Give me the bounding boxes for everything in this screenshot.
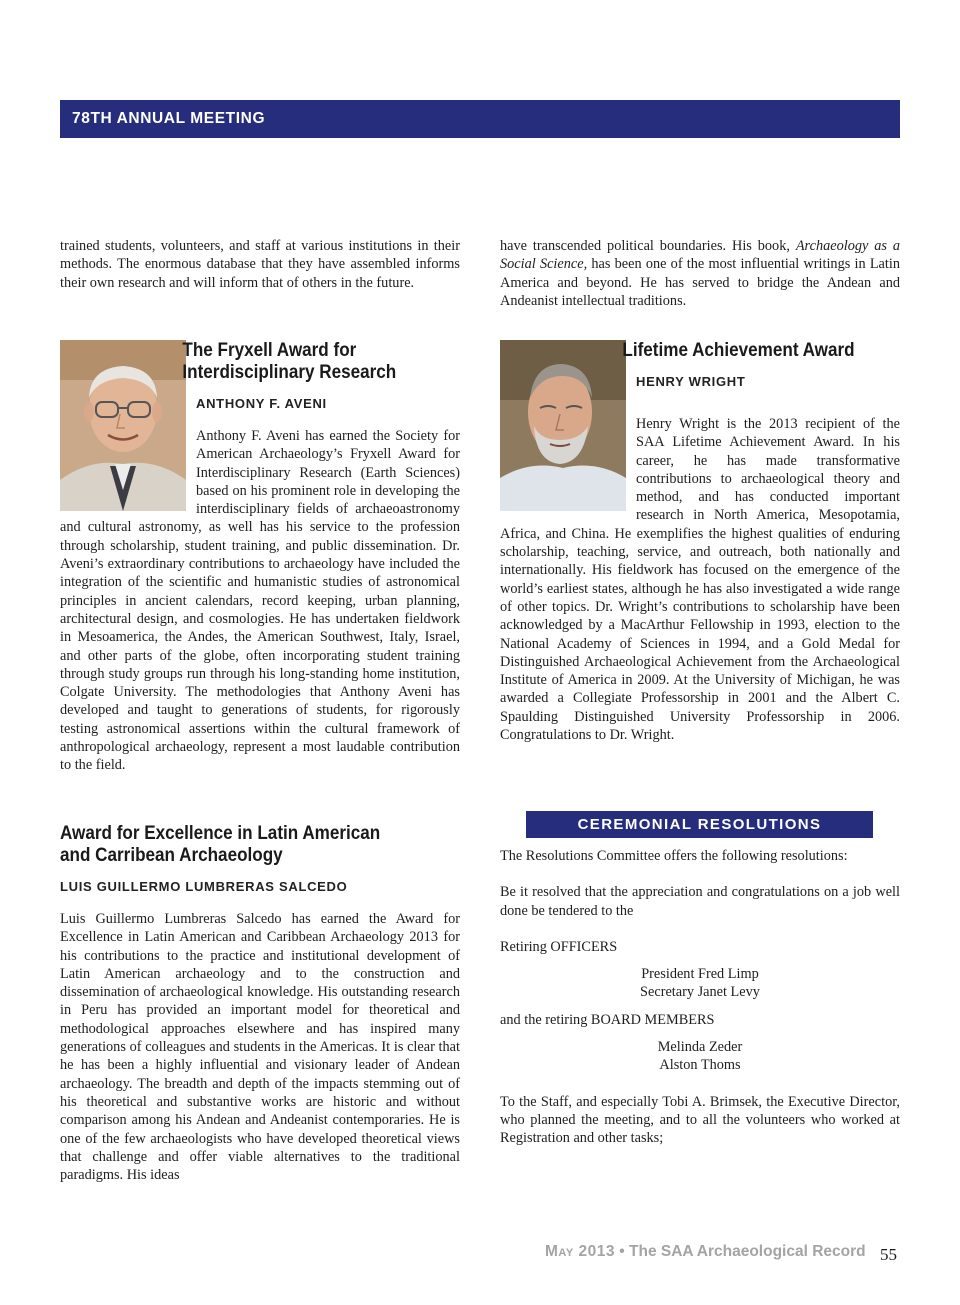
latin-award-title-line2: and Carribean Archaeology [60,845,283,866]
right-intro-paragraph [500,237,900,310]
right-intro-part2: has been one of the most influential writings in Latin America and beyond. He has served to bridge the Andean and Andeanist intellectual traditions. [500,256,900,309]
retiring-officers-label: Retiring OFFICERS [500,938,618,955]
lifetime-recipient-name: HENRY WRIGHT [636,374,746,389]
board-member-name: Melinda Zeder [657,1039,743,1056]
fryxell-award-section [60,340,460,775]
right-intro-part1: have transcended political boundaries. His book, [500,238,796,254]
board-member-name: Alston Thoms [659,1057,741,1074]
page-footer [545,1243,866,1261]
book-title: Archaeology as a Social Science, [500,238,900,273]
ceremonial-resolutions-heading: CEREMONIAL RESOLUTIONS [526,811,873,838]
fryxell-award-body: Anthony F. Aveni has earned the Society for American Archaeology’s Fryxell Award for Interdisciplinary Research (Earth Sciences) based on his prominent role in developing the interdisciplinary fields of archaeoastronomy and cultural astronomy, as well has his service to the profession through scholarship, student training, and public dissemination. Dr. Aveni’s extraordinary contributions to archaeology have included the integration of the scientific and humanistic studies of astronomical principles in ancient calendars, record keeping, urban planning, architectural design, and cosmologies. He has undertaken fieldwork in Mesoamerica, the Andes, the American Southwest, Italy, Israel, and other parts of the globe, often incorporating student training through study groups run through his long-standing home institution, Colgate University. The methodologies that Anthony Aveni has developed and taught to generations of students, for rigorously testing astronomical assertions within the cultural framework of anthropological archaeology, represent a most laudable contribution to the field. [60,428,460,774]
wright-portrait-image [500,340,626,511]
fryxell-award-title-line2: Interdisciplinary Research [182,362,397,383]
latin-award-body: Luis Guillermo Lumbreras Salcedo has earned the Award for Excellence in Latin American and Caribbean Archaeology 2013 for his contributions to the practice and institutional development of Latin American archaeology and to the construction and dissemination of archaeological knowledge. His outstanding research in Peru has provided an important model for theoretical and methodological approaches elsewhere and has inspired many generations of colleagues and students in the Americas. It is clear that he has been a highly influential and visionary leader of Andean archaeology. The breadth and depth of the impacts stemming out of his theoretical and substantive works are historic and without comparison among his Andean and Andeanist contemporaries. He is one of the few archaeologists who have developed theoretical views that challenge and offer viable alternatives to the traditional paradigms. His ideas [60,911,460,1184]
right-column-intro [500,237,900,310]
page-number: 55 [880,1245,897,1264]
resolutions-intro: The Resolutions Committee offers the following resolutions: [500,848,848,864]
latin-recipient-name: LUIS GUILLERMO LUMBRERAS SALCEDO [60,879,348,894]
footer-publication: The SAA Archaeological Record [629,1243,866,1260]
wright-photo [500,340,626,511]
left-column [60,237,460,292]
left-intro-paragraph: trained students, volunteers, and staff at various institutions in their methods. The enormous database that they have assembled informs their own research and will inform that of others in the future. [60,238,460,291]
lifetime-award-title: Lifetime Achievement Award [622,340,855,361]
footer-month: May 2013 [545,1243,615,1260]
resolutions-staff-paragraph: To the Staff, and especially Tobi A. Brimsek, the Executive Director, who planned the meeting, and to all the volunteers who worked at Registration and other tasks; [500,1093,900,1147]
resolutions-be-it: Be it resolved that the appreciation and congratulations on a job well done be tendered to the [500,884,900,919]
footer-separator: • [614,1243,630,1260]
section-header-bar: 78TH ANNUAL MEETING [60,100,900,138]
officer-name: Secretary Janet Levy [640,984,760,1001]
latin-american-award-section [60,823,460,1184]
resolutions-section [500,847,900,1148]
latin-award-title-line1: Award for Excellence in Latin American [60,823,381,844]
lifetime-achievement-section [500,340,900,744]
retiring-board-label: and the retiring BOARD MEMBERS [500,1011,715,1028]
officer-name: President Fred Limp [641,966,759,983]
lifetime-award-body: Henry Wright is the 2013 recipient of the SAA Lifetime Achievement Award. In his career, he has made transformative contributions to archaeological theory and method, and has conducted important research in North America, Mesopotamia, Africa, and China. He exemplifies the highest qualities of enduring scholarship, teaching, service, and outreach, both nationally and internationally. His fieldwork has focused on the emergence of the world’s earliest states, although he has also investigated a wide range of other topics. Dr. Wright’s contributions to scholarship have been acknowledged by a MacArthur Fellowship in 1993, election to the National Academy of Sciences in 1994, and a Gold Medal for Distinguished Archaeological Achievement from the Archaeological Institute of America in 2009. At the University of Michigan, he was awarded a Collegiate Professorship in 2001 and the Albert C. Spaulding Distinguished University Professorship in 2006. Congratulations to Dr. Wright. [500,416,900,744]
fryxell-award-title-line1: The Fryxell Award for [182,340,357,361]
fryxell-recipient-name: ANTHONY F. AVENI [196,396,327,411]
